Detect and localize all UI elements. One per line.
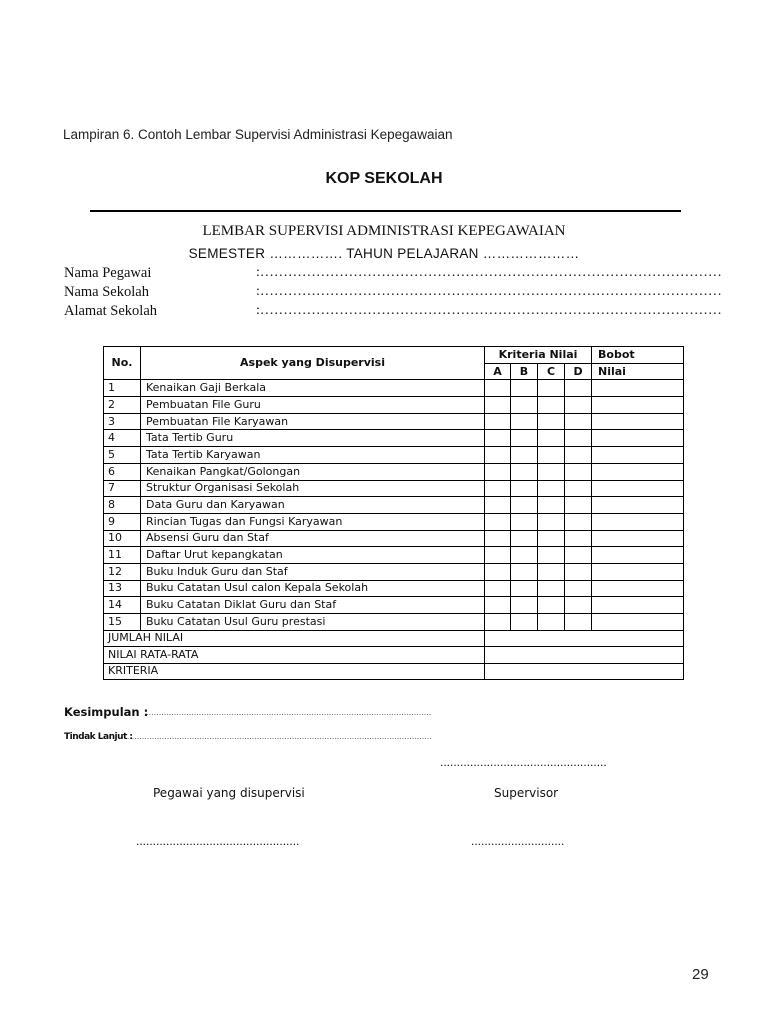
grade-cell-d (565, 530, 592, 547)
header-grade-c: C (538, 363, 565, 380)
bobot-cell (592, 397, 684, 414)
grade-cell-d (565, 397, 592, 414)
row-aspect: Buku Catatan Usul calon Kepala Sekolah (141, 580, 485, 597)
row-number: 11 (104, 547, 141, 564)
header-bobot: Bobot (592, 347, 684, 364)
total-label: KRITERIA (104, 663, 485, 680)
grade-cell-b (511, 530, 538, 547)
grade-cell-b (511, 563, 538, 580)
grade-cell-c (538, 430, 565, 447)
row-number: 8 (104, 497, 141, 514)
row-aspect: Daftar Urut kepangkatan (141, 547, 485, 564)
grade-cell-d (565, 497, 592, 514)
grade-cell-c (538, 447, 565, 464)
grade-cell-d (565, 447, 592, 464)
bobot-cell (592, 597, 684, 614)
grade-cell-a (485, 463, 511, 480)
header-grade-b: B (511, 363, 538, 380)
grade-cell-d (565, 413, 592, 430)
table-row (104, 463, 684, 480)
grade-cell-c (538, 413, 565, 430)
grade-cell-a (485, 563, 511, 580)
total-label: JUMLAH NILAI (104, 630, 485, 647)
table-row (104, 580, 684, 597)
bobot-cell (592, 580, 684, 597)
supervision-table (103, 346, 684, 680)
page-number: 29 (692, 966, 709, 983)
grade-cell-c (538, 530, 565, 547)
grade-cell-b (511, 380, 538, 397)
grade-cell-d (565, 480, 592, 497)
table-row (104, 480, 684, 497)
row-aspect: Buku Induk Guru dan Staf (141, 563, 485, 580)
signer-left-signature-line: ................................................. (136, 834, 300, 848)
row-aspect: Tata Tertib Karyawan (141, 447, 485, 464)
table-row (104, 380, 684, 397)
table-row (104, 530, 684, 547)
row-number: 4 (104, 430, 141, 447)
total-row-jumlah (104, 630, 684, 647)
row-aspect: Pembuatan File Guru (141, 397, 485, 414)
row-number: 3 (104, 413, 141, 430)
field-fill-nama-sekolah: :……………………………………………………………………………………… (256, 284, 722, 299)
table-row (104, 513, 684, 530)
bobot-cell (592, 480, 684, 497)
table-row (104, 547, 684, 564)
conclusion-label: Kesimpulan : (64, 705, 149, 719)
row-number: 9 (104, 513, 141, 530)
grade-cell-c (538, 480, 565, 497)
bobot-cell (592, 563, 684, 580)
table-row (104, 614, 684, 631)
table-row (104, 413, 684, 430)
row-number: 12 (104, 563, 141, 580)
header-aspect: Aspek yang Disupervisi (141, 347, 485, 380)
grade-cell-a (485, 480, 511, 497)
row-aspect: Rincian Tugas dan Fungsi Karyawan (141, 513, 485, 530)
grade-cell-a (485, 580, 511, 597)
header-no: No. (104, 347, 141, 380)
grade-cell-b (511, 580, 538, 597)
grade-cell-a (485, 497, 511, 514)
grade-cell-b (511, 547, 538, 564)
bobot-cell (592, 513, 684, 530)
grade-cell-d (565, 597, 592, 614)
header-nilai: Nilai (592, 363, 684, 380)
grade-cell-a (485, 447, 511, 464)
row-number: 2 (104, 397, 141, 414)
grade-cell-b (511, 480, 538, 497)
grade-cell-c (538, 563, 565, 580)
signer-right-label: Supervisor (494, 786, 559, 800)
grade-cell-d (565, 547, 592, 564)
row-aspect: Kenaikan Pangkat/Golongan (141, 463, 485, 480)
bobot-cell (592, 614, 684, 631)
grade-cell-a (485, 380, 511, 397)
total-value-cell (485, 663, 684, 680)
field-label-nama-sekolah: Nama Sekolah (64, 284, 149, 300)
grade-cell-a (485, 530, 511, 547)
row-number: 6 (104, 463, 141, 480)
date-place-line: .................................................. (440, 755, 607, 769)
semester-line: SEMESTER ……………. TAHUN PELAJARAN ………………… (188, 246, 580, 261)
field-label-nama-pegawai: Nama Pegawai (64, 265, 152, 281)
total-row-rata-rata (104, 647, 684, 664)
grade-cell-c (538, 380, 565, 397)
grade-cell-a (485, 614, 511, 631)
row-aspect: Tata Tertib Guru (141, 430, 485, 447)
grade-cell-b (511, 397, 538, 414)
table-row (104, 497, 684, 514)
bobot-cell (592, 380, 684, 397)
table-row (104, 563, 684, 580)
total-value-cell (485, 647, 684, 664)
field-label-alamat-sekolah: Alamat Sekolah (64, 303, 158, 319)
table-row (104, 447, 684, 464)
row-aspect: Kenaikan Gaji Berkala (141, 380, 485, 397)
grade-cell-b (511, 447, 538, 464)
signer-right-signature-line: ............................ (471, 834, 565, 848)
grade-cell-a (485, 513, 511, 530)
followup-label: Tindak Lanjut : (64, 732, 133, 742)
grade-cell-b (511, 614, 538, 631)
total-row-kriteria (104, 663, 684, 680)
grade-cell-d (565, 563, 592, 580)
row-aspect: Struktur Organisasi Sekolah (141, 480, 485, 497)
row-number: 5 (104, 447, 141, 464)
grade-cell-b (511, 413, 538, 430)
grade-cell-c (538, 614, 565, 631)
row-number: 13 (104, 580, 141, 597)
bobot-cell (592, 447, 684, 464)
bobot-cell (592, 413, 684, 430)
grade-cell-b (511, 430, 538, 447)
followup-fill-line: …………………………………………………………………………………………………………… (124, 732, 432, 741)
row-number: 10 (104, 530, 141, 547)
appendix-caption: Lampiran 6. Contoh Lembar Supervisi Administrasi Kepegawaian (63, 127, 453, 142)
grade-cell-d (565, 614, 592, 631)
header-grade-d: D (565, 363, 592, 380)
grade-cell-d (565, 580, 592, 597)
total-label: NILAI RATA-RATA (104, 647, 485, 664)
grade-cell-a (485, 430, 511, 447)
field-fill-alamat-sekolah: :……………………………………………………………………………………… (256, 303, 722, 318)
grade-cell-b (511, 497, 538, 514)
row-aspect: Pembuatan File Karyawan (141, 413, 485, 430)
table-row (104, 430, 684, 447)
row-number: 14 (104, 597, 141, 614)
grade-cell-b (511, 513, 538, 530)
grade-cell-a (485, 547, 511, 564)
field-fill-nama-pegawai: :……………………………………………………………………………………… (256, 265, 722, 280)
row-aspect: Buku Catatan Usul Guru prestasi (141, 614, 485, 631)
grade-cell-b (511, 463, 538, 480)
row-aspect: Buku Catatan Diklat Guru dan Staf (141, 597, 485, 614)
bobot-cell (592, 497, 684, 514)
grade-cell-c (538, 513, 565, 530)
grade-cell-c (538, 497, 565, 514)
grade-cell-d (565, 430, 592, 447)
bobot-cell (592, 547, 684, 564)
row-number: 15 (104, 614, 141, 631)
row-number: 7 (104, 480, 141, 497)
bobot-cell (592, 463, 684, 480)
total-value-cell (485, 630, 684, 647)
table-row (104, 397, 684, 414)
letterhead-placeholder: KOP SEKOLAH (325, 170, 443, 187)
grade-cell-a (485, 397, 511, 414)
bobot-cell (592, 530, 684, 547)
grade-cell-d (565, 380, 592, 397)
grade-cell-d (565, 463, 592, 480)
grade-cell-a (485, 597, 511, 614)
letterhead-divider (90, 210, 681, 212)
grade-cell-a (485, 413, 511, 430)
conclusion-fill-line: …………………………………………………………………………………………………… (146, 708, 431, 717)
grade-cell-b (511, 597, 538, 614)
header-criteria: Kriteria Nilai (485, 347, 592, 364)
signer-left-label: Pegawai yang disupervisi (153, 786, 305, 800)
row-aspect: Absensi Guru dan Staf (141, 530, 485, 547)
grade-cell-c (538, 580, 565, 597)
grade-cell-c (538, 547, 565, 564)
table-row (104, 597, 684, 614)
grade-cell-c (538, 597, 565, 614)
row-aspect: Data Guru dan Karyawan (141, 497, 485, 514)
grade-cell-c (538, 397, 565, 414)
grade-cell-d (565, 513, 592, 530)
form-title: LEMBAR SUPERVISI ADMINISTRASI KEPEGAWAIAN (202, 223, 566, 239)
header-grade-a: A (485, 363, 511, 380)
bobot-cell (592, 430, 684, 447)
grade-cell-c (538, 463, 565, 480)
row-number: 1 (104, 380, 141, 397)
